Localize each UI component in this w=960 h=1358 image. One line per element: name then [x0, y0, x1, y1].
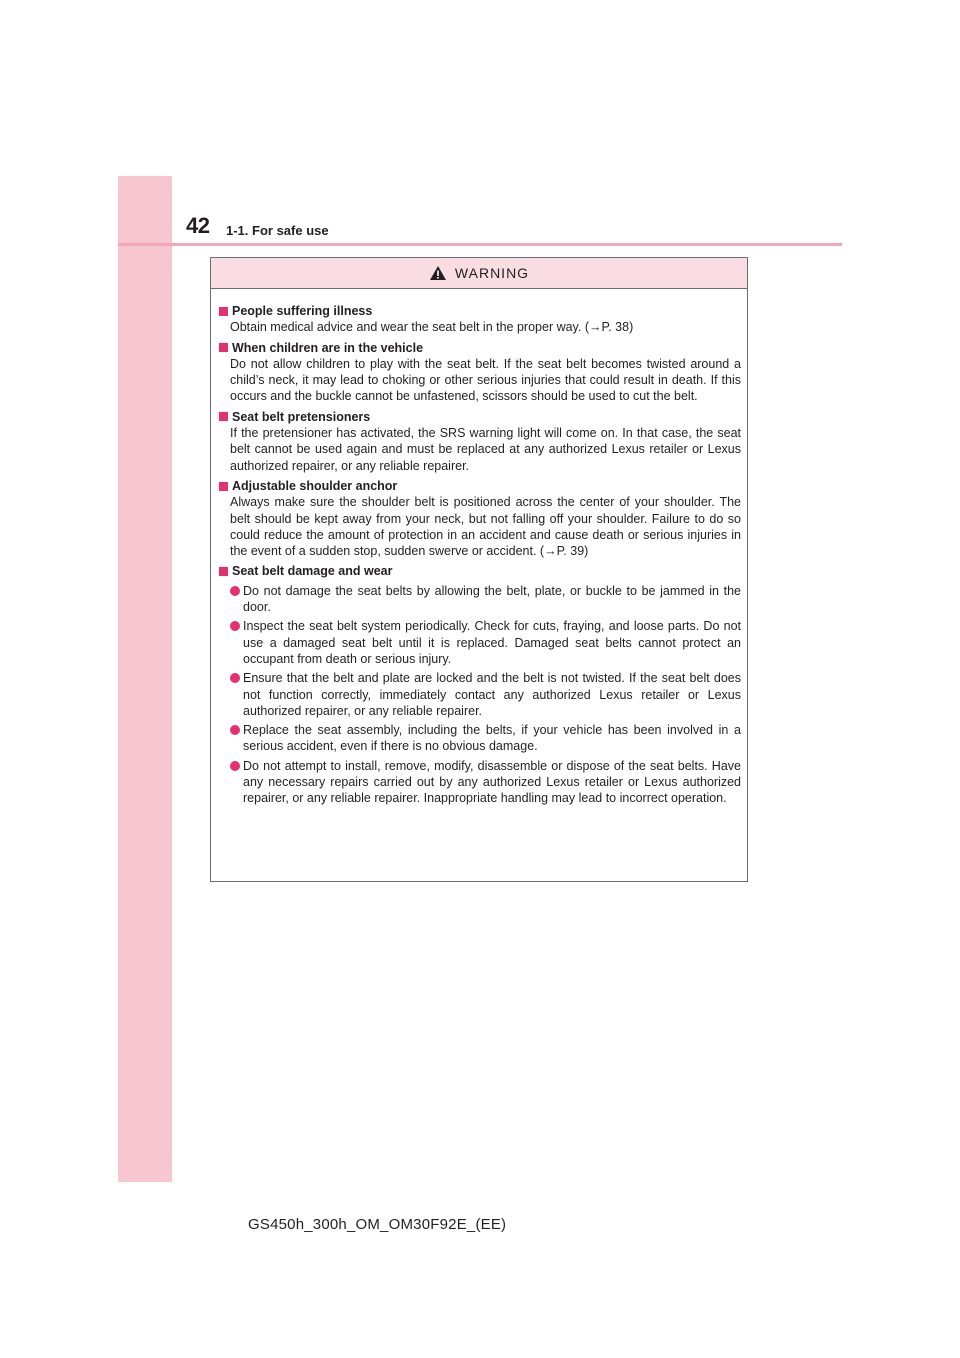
- warning-triangle-icon: [429, 265, 447, 281]
- item-title: When children are in the vehicle: [232, 340, 424, 355]
- warning-item-pretensioners: [219, 409, 741, 474]
- warning-body: [211, 289, 747, 807]
- item-text: Obtain medical advice and wear the seat belt in the proper way. (→P. 38): [230, 320, 634, 335]
- warning-item-shoulder-anchor: [219, 478, 741, 559]
- square-bullet-icon: [219, 307, 228, 316]
- circle-bullet-icon: [230, 725, 240, 735]
- section-title: 1-1. For safe use: [226, 223, 329, 238]
- list-item: Replace the seat assembly, including the belts, if your vehicle has been involved in a serious accident, even if there is no obvious damage.: [230, 722, 741, 755]
- list-item: Ensure that the belt and plate are locked and the belt is not twisted. If the seat belt does not function correctly, immediately contact any authorized Lexus retailer or Lexus authorized repairer, or any reliable repairer.: [230, 670, 741, 719]
- page-number: 42: [186, 213, 210, 238]
- circle-bullet-icon: [230, 673, 240, 683]
- warning-header: [211, 258, 747, 289]
- item-text: Always make sure the shoulder belt is positioned across the center of your shoulder. The belt should be kept away from your neck, but not falling off your shoulder. Failure to do so could reduce the amount of protection in an accident and cause death or serious injuries in the event of a sudden stop, sudden swerve or accident. (→P. 39): [230, 495, 741, 559]
- warning-box: [210, 257, 748, 882]
- item-title: Adjustable shoulder anchor: [232, 478, 398, 493]
- warning-item-illness: [219, 303, 741, 336]
- warning-item-damage: [219, 563, 741, 806]
- square-bullet-icon: [219, 343, 228, 352]
- list-item: Do not attempt to install, remove, modify, disassemble or dispose of the seat belts. Have any necessary repairs carried out by any authorized Lexus retailer or Lexus authorized repairer, or any reliable repairer. Inappropriate handling may lead to incorrect operation.: [230, 758, 741, 807]
- list-item: Inspect the seat belt system periodically. Check for cuts, fraying, and loose parts. Do not use a damaged seat belt until it is replaced. Damaged seat belts cannot protect an occupant from death or serious injury.: [230, 618, 741, 667]
- square-bullet-icon: [219, 567, 228, 576]
- warning-item-children: [219, 340, 741, 405]
- warning-label: WARNING: [454, 265, 530, 281]
- square-bullet-icon: [219, 412, 228, 421]
- item-title: Seat belt damage and wear: [232, 564, 393, 579]
- circle-bullet-icon: [230, 586, 240, 596]
- square-bullet-icon: [219, 482, 228, 491]
- document-code: GS450h_300h_OM_OM30F92E_(EE): [248, 1216, 507, 1233]
- chapter-side-bar: [118, 176, 172, 1182]
- circle-bullet-icon: [230, 761, 240, 771]
- list-item: Do not damage the seat belts by allowing the belt, plate, or buckle to be jammed in the door.: [230, 583, 741, 616]
- item-text: Do not allow children to play with the seat belt. If the seat belt becomes twisted around a child’s neck, it may lead to choking or other serious injuries that could result in death. If this occurs and the buckle cannot be unfastened, scissors should be used to cut the belt.: [230, 356, 741, 404]
- circle-bullet-icon: [230, 621, 240, 631]
- item-text: If the pretensioner has activated, the SRS warning light will come on. In that case, the seat belt cannot be used again and must be replaced at any authorized Lexus retailer or Lexus authorized repairer, or any reliable repairer.: [230, 426, 741, 473]
- item-title: Seat belt pretensioners: [232, 409, 371, 424]
- header-rule: [118, 243, 842, 246]
- item-title: People suffering illness: [232, 304, 373, 318]
